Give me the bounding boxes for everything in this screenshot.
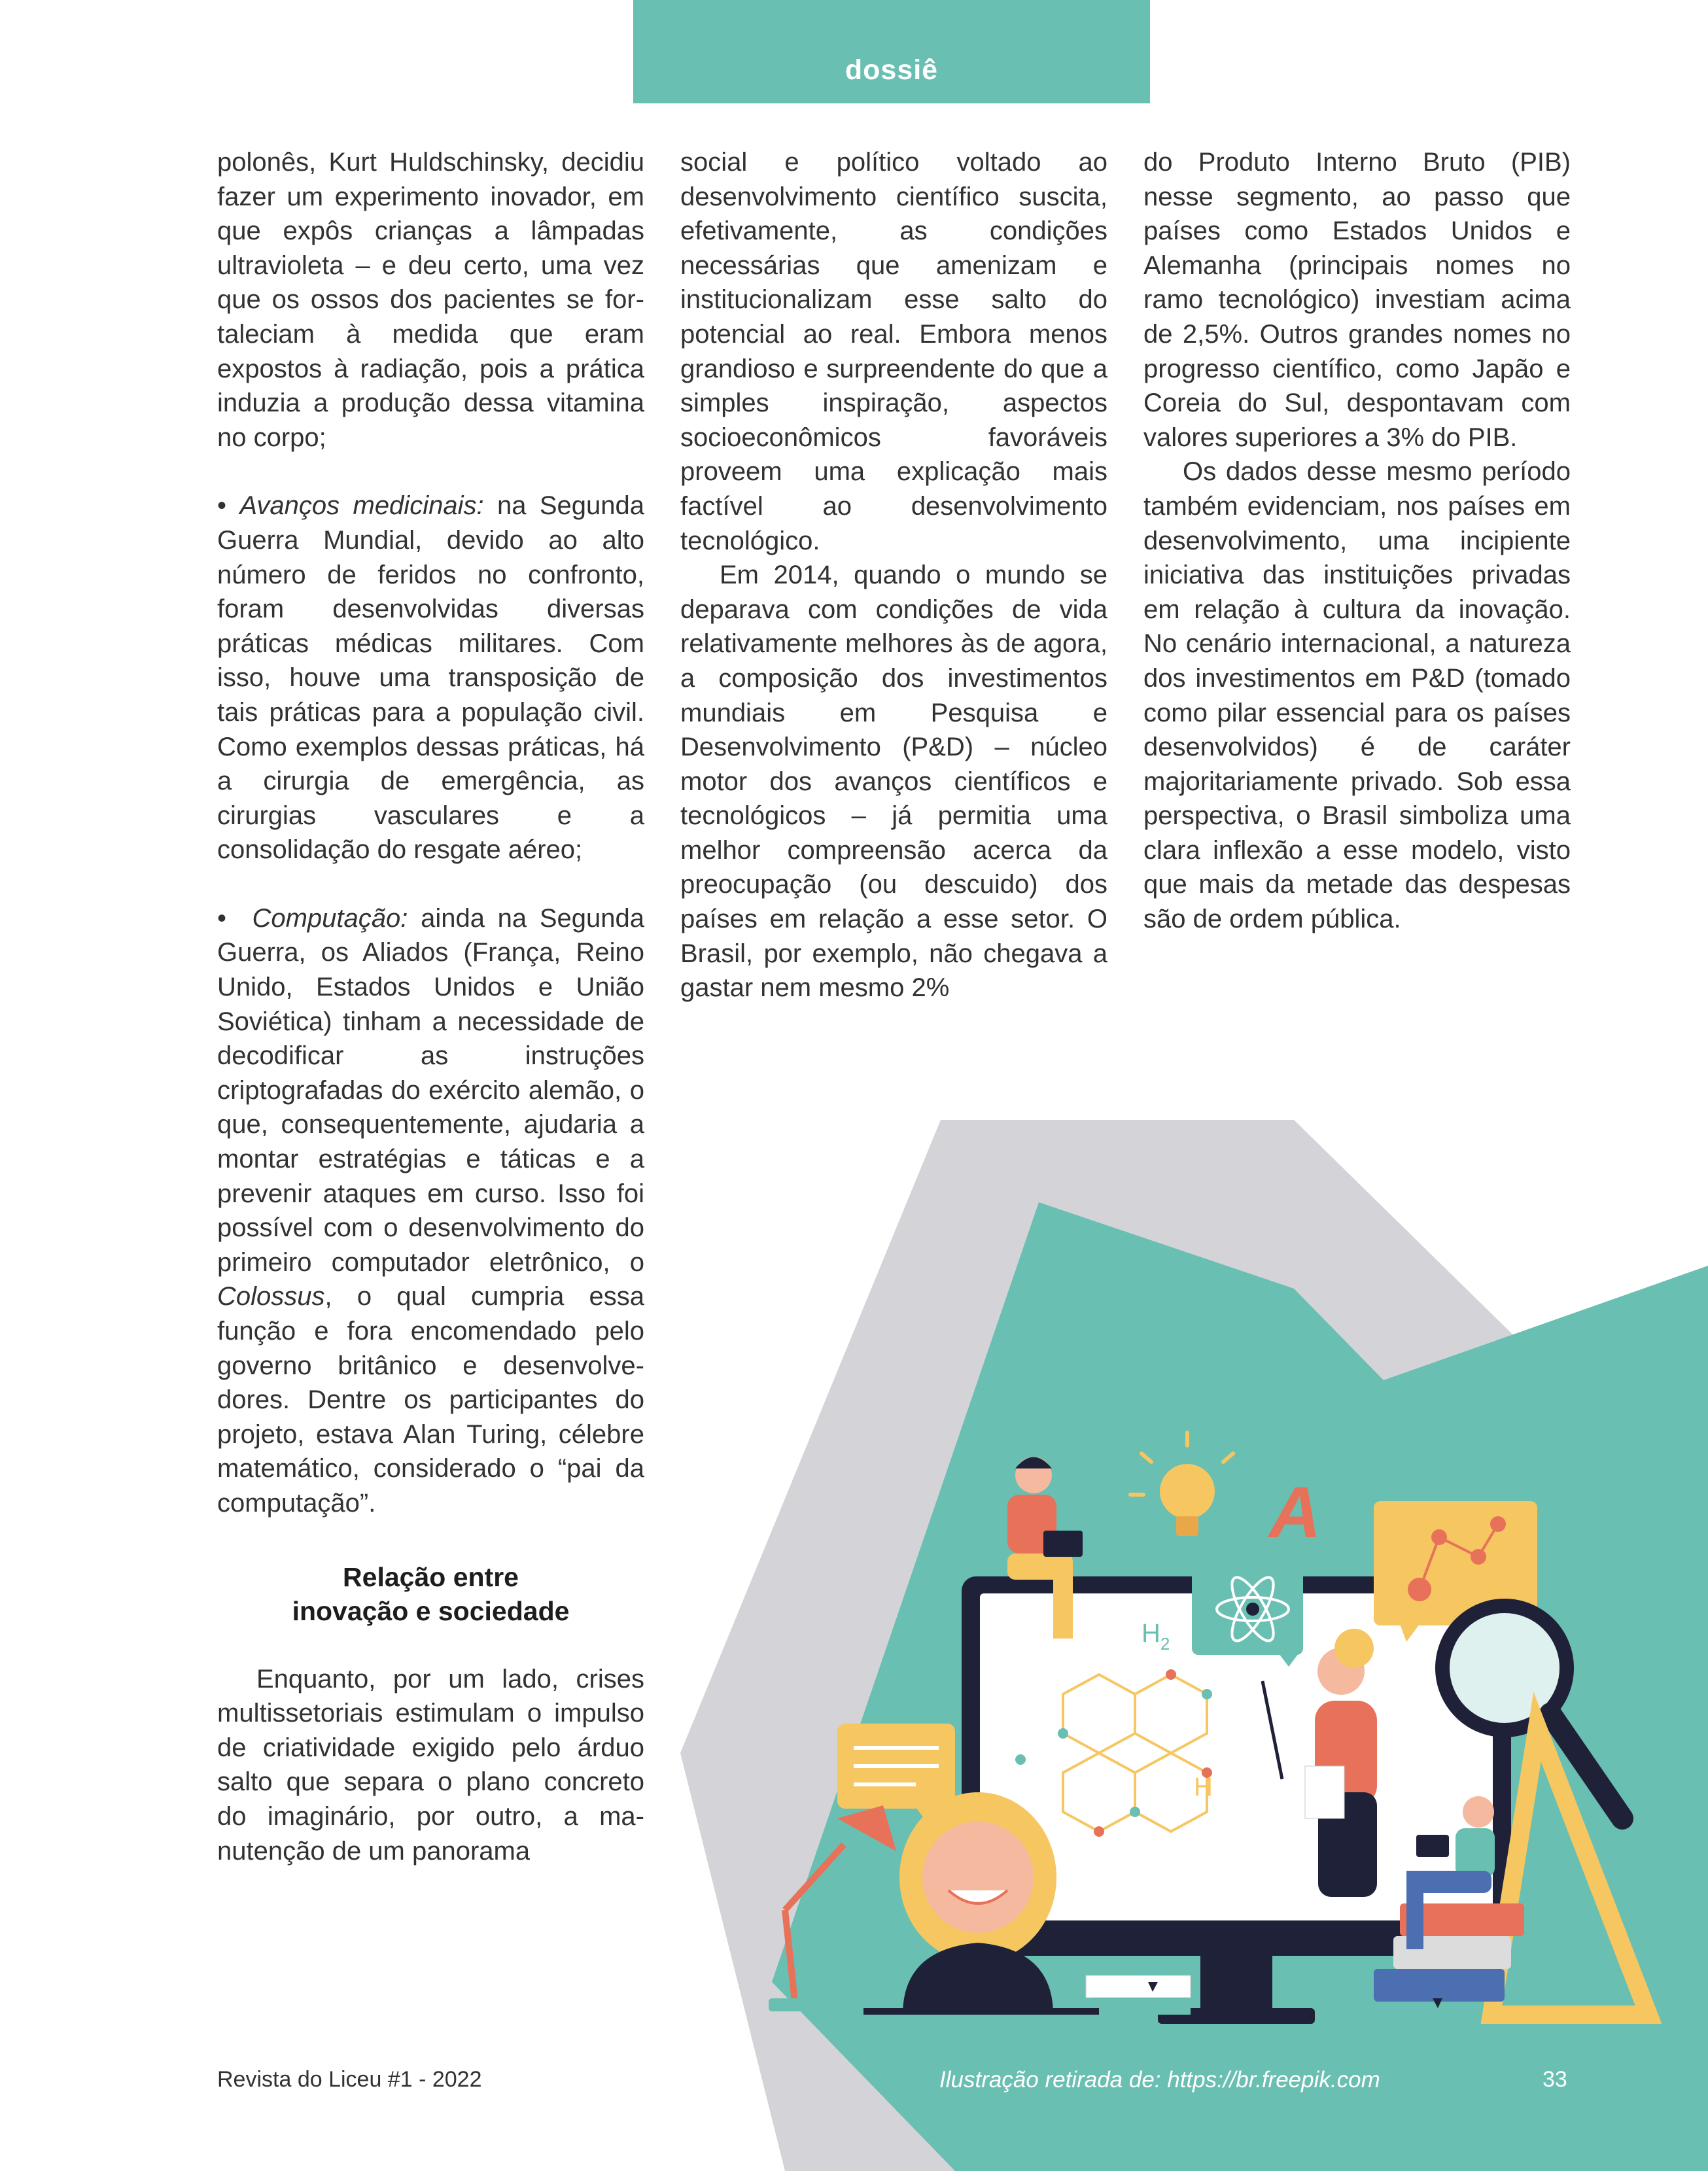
bullet-item-medicine: • Avanços medicinais: na Segunda Guerra Mundial, devido ao alto número de feridos no confronto, foram desenvolvidas diversas práticas médicas militares. Com isso, houve uma transposição de tais práticas para a população civil. Como exemplos dessas práticas, há a cirurgia de emergência, as cirurgias vasculares e a consolidação do resgate aéreo; bbox=[217, 491, 645, 865]
colossus-term: Colossus bbox=[217, 1282, 325, 1311]
student-girl bbox=[899, 1792, 1056, 2015]
bullet-text: na Segunda Guerra Mundial, devido ao alto número de feridos no confronto, foram desenvolvidas diversas práticas médicas militares. Com isso, houve uma transposição de tais práticas para a população civil. Como exemplos dessas práticas, há a cirurgia de emergência, as cirurgias vasculares e a consolidação do resgate aéreo; bbox=[217, 491, 645, 865]
bullet-item-computing: • Computação: ainda na Segunda Guerra, os Aliados (França, Reino Unido, Estados Unidos e União Soviética) tinham a necessidade de decodificar as instruções criptografadas do exército alemão, o que, consequentemente, ajudaria a montar estratégias e táticas e a prevenir ataques em curso. Isso foi possível com o desenvolvimento do primeiro computador eletrônico, o Colossus, o qual cumpria essa função e fora encomendado pelo governo britânico e desenvolvedores. Dentre os participantes do projeto, estava Alan Turing, célebre matemático, considerado o “pai da computação”. bbox=[217, 903, 645, 1518]
letter-a-icon: A bbox=[1269, 1472, 1321, 1553]
footer-journal: Revista do Liceu #1 - 2022 bbox=[217, 2067, 482, 2092]
paragraph: Em 2014, quando o mundo se deparava com condições de vida relativamente melhores às de agora, a composição dos investimentos mundiais em Pesquisa e Desenvolvimento (P&D) – núcleo motor dos avanços científicos e tecnológicos – já permitia uma melhor compreensão acerca da preocupação (ou descuido) dos países em relação a esse setor. O Brasil, por exemplo, não chegava a gastar nem mesmo 2% bbox=[680, 561, 1107, 1003]
monitor-stand bbox=[1200, 1956, 1272, 2015]
bullet-text: , o qual cumpria essa função e fora encomendado pelo governo britânico e desenvolvedores. Dentre os participantes do projeto, estava Alan Turing, célebre matemático, considerado o “pai da computação”. bbox=[217, 1282, 644, 1518]
paragraph: Enquanto, por um lado, crises multissetoriais estimulam o impulso de criatividade exigido pelo árduo salto que separa o plano concreto do imaginário, por outro, a manutenção de um panorama bbox=[217, 1664, 644, 1866]
paragraph: do Produto Interno Bruto (PIB) nesse segmento, ao passo que países como Estados Unidos e Alemanha (principais nomes no ramo tecnológico) investiam acima de 2,5%. Outros grandes nomes no progresso científico, como Japão e Coreia do Sul, despontavam com valores superiores a 3% do PIB. bbox=[1143, 148, 1571, 452]
book-stack-right bbox=[1374, 1969, 1505, 2002]
paragraph: polonês, Kurt Huldschinsky, decidiu fazer um experimento inovador, em que expôs crianças a lâmpadas ultravioleta – e deu certo, uma vez que os ossos dos pacientes se fortaleciam à medida que eram expostos à radiação, pois a prática induzia a produção dessa vitamina no corpo; bbox=[217, 148, 644, 452]
bullet-text: ainda na Segunda Guerra, os Aliados (França, Reino Unido, Estados Unidos e União Soviética) tinham a necessidade de decodificar as instruções criptografadas do exército alemão, o que, consequentemente, ajudaria a montar estratégias e táticas e a prevenir ataques em curso. Isso foi possível com o desenvolvimento do primeiro computador eletrônico, o bbox=[217, 903, 645, 1277]
h-label: H bbox=[1194, 1773, 1213, 1801]
text-column-2 bbox=[680, 145, 1107, 1005]
text-column-3 bbox=[1143, 145, 1571, 937]
footer-image-credit: Ilustração retirada de: https://br.freepik.com bbox=[939, 2067, 1380, 2093]
science-illustration bbox=[674, 1112, 1708, 2171]
bullet-label: Avanços medicinais: bbox=[239, 491, 484, 521]
h2-label: $H_2$ bbox=[1142, 1619, 1170, 1654]
paragraph: social e político voltado ao desenvolvimento científico suscita, efetivamente, as condições necessárias que amenizam e institucionalizam esse salto do potencial ao real. Embora menos grandioso e surpreendente do que a simples inspiração, aspectos socioeconômicos favoráveis proveem uma explicação mais factível ao desenvolvimento tecnológico. bbox=[680, 148, 1107, 555]
section-title: dossiê bbox=[845, 54, 939, 86]
lightbulb-icon bbox=[1160, 1464, 1215, 1519]
section-heading-line-1: Relação entre bbox=[343, 1561, 519, 1592]
paragraph: Os dados desse mesmo período também evidenciam, nos países em desenvolvimento, uma incipiente iniciativa das instituições privadas em relação à cultura da inovação. No cenário internacional, a natureza dos investimentos em P&D (tomado como pilar essencial para os países desenvolvidos) é de caráter majoritariamente privado. Sob essa perspectiva, o Brasil simboliza uma clara inflexão a esse modelo, visto que mais da metade das despesas são de ordem pública. bbox=[1143, 457, 1571, 934]
section-header-tab bbox=[633, 0, 1150, 103]
section-heading-line-2: inovação e sociedade bbox=[292, 1595, 570, 1626]
text-column-1 bbox=[217, 145, 644, 1868]
page-number: 33 bbox=[1542, 2067, 1567, 2092]
bullet-label: Computação: bbox=[252, 903, 408, 933]
book-stack bbox=[1086, 1975, 1191, 1998]
